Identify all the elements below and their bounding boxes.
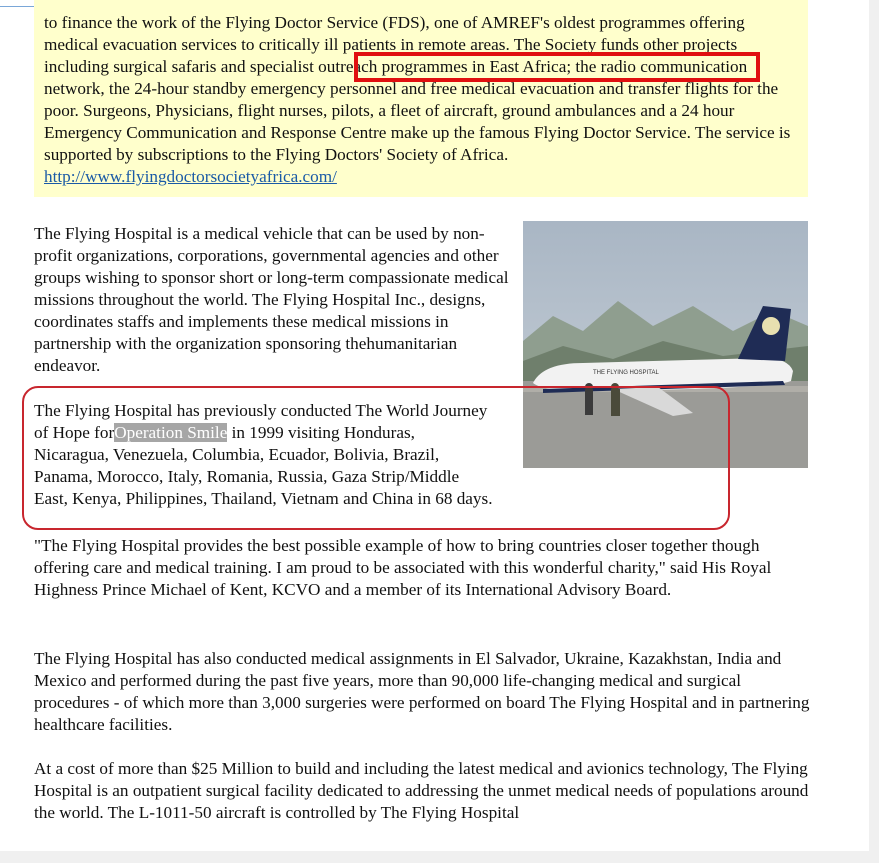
flying-doctor-society-link[interactable]: http://www.flyingdoctorsocietyafrica.com/ (44, 167, 337, 186)
flying-doctors-notice (34, 0, 808, 197)
journey-paragraph: The Flying Hospital has previously conducted The World Journey of Hope forOperation Smile in 1999 visiting Honduras, Nicaragua, Venezuela, Columbia, Ecuador, Bolivia, Brazil, Panama, Morocco, Italy, Romania, Russia, Gaza Strip/Middle East, Kenya, Philippines, Thailand, Vietnam and China in 68 days. (34, 401, 493, 508)
horizontal-scrollbar[interactable] (0, 851, 879, 863)
notice-text-after: the radio communication network, the 24-hour standby emergency personnel and free medical evacuation and transfer flights for the poor. Surgeons, Physicians, flight nurses, pilots, a fleet of aircraft, ground ambulances and a 24 hour Emergency Communication and Response Centre make up the famous Flying Doctor Service. The service is supported by subscriptions to the Flying Doctors' Society of Africa. (44, 57, 791, 164)
intro-paragraph: The Flying Hospital is a medical vehicle that can be used by non-profit organizations, corporations, governmental agencies and other groups wishing to sponsor short or long-term compassionate medical missions throughout the world. The Flying Hospital Inc., designs, coordinates staffs and implements these medical missions in partnership with the organization sponsoring thehumanitarian endeavor. (34, 224, 509, 375)
notice-text-before: to finance the work of the Flying Doctor Service (FDS), one of AMREF's oldest programmes offering medical evacuation services to critically ill patients in remote areas. The Society funds other projects including surgical safaris (44, 13, 745, 76)
red-rounded-highlight-box (22, 386, 730, 530)
quote-paragraph: "The Flying Hospital provides the best possible example of how to bring countries closer together though offering care and medical training. I am proud to be associated with this wonderful charity," said His Royal Highness Prince Michael of Kent, KCVO and a member of its International Advisory Board. (34, 536, 772, 599)
aircraft-fuselage-text: THE FLYING HOSPITAL (593, 370, 659, 376)
assignments-paragraph: The Flying Hospital has also conducted medical assignments in El Salvador, Ukraine, Kazakhstan, India and Mexico and performed during the past five years, more than 90,000 life-changing medical and surgical procedures - of which more than 3,000 surgeries were performed on board The Flying Hospital and in partnering healthcare facilities. (34, 649, 810, 734)
red-highlight-box (354, 52, 760, 82)
vertical-scrollbar[interactable] (869, 0, 879, 863)
cost-paragraph: At a cost of more than $25 Million to build and including the latest medical and avionics technology, The Flying Hospital is an outpatient surgical facility dedicated to addressing the unmet medical needs of populations around the world. The L-1011-50 aircraft is controlled by The Flying Hospital (34, 759, 809, 822)
selected-text: Operation Smile (114, 423, 228, 442)
notice-highlight-text: and specialist outreach programmes in East Africa; (220, 57, 572, 76)
